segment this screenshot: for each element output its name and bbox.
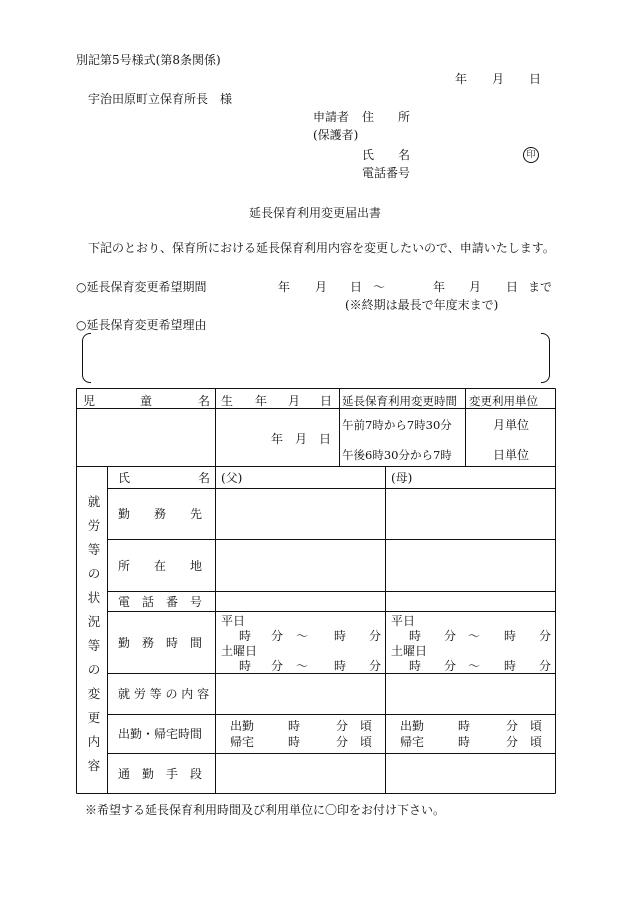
father-saturday-min1: 分 <box>271 659 284 673</box>
birth-header-1: 生 <box>221 394 234 408</box>
footer-note: ※希望する延長保育利用時間及び利用単位に〇印をお付け下さい。 <box>85 803 446 817</box>
father-depart-min: 分 <box>336 719 349 733</box>
mother-depart-label: 出勤 <box>400 719 425 733</box>
mother-weekday-min1: 分 <box>444 629 457 643</box>
document-title: 延長保育利用変更届出書 <box>248 206 381 220</box>
mother-saturday-hour1: 時 <box>409 659 422 673</box>
child-header-1: 児 <box>83 394 96 408</box>
date-month: 月 <box>492 72 505 86</box>
period-start-year: 年 <box>278 280 291 294</box>
period-start-day: 日 <box>350 280 363 294</box>
intro-text: 下記のとおり、保育所における延長保育利用内容を変更したいので、申請いたします。 <box>88 241 555 255</box>
birth-header-4: 日 <box>320 394 333 408</box>
date-day: 日 <box>529 72 542 86</box>
mother-weekday-min2: 分 <box>539 629 552 643</box>
period-label: ○延長保育変更希望期間 <box>76 280 207 294</box>
mother-saturday-hour2: 時 <box>504 659 517 673</box>
addressee: 宇治田原町立保育所長 様 <box>88 92 233 106</box>
row-name-label-1: 氏 <box>118 471 131 485</box>
mother-depart-min: 分 <box>506 719 519 733</box>
birth-header-3: 月 <box>288 394 301 408</box>
mother-depart-approx: 頃 <box>530 719 543 733</box>
date-year: 年 <box>455 72 468 86</box>
father-saturday-min2: 分 <box>369 659 382 673</box>
father-saturday-label: 土曜日 <box>221 644 258 658</box>
address-label: 住 所 <box>362 110 411 124</box>
name-label: 氏 名 <box>362 148 411 162</box>
period-note: (※終期は最長で年度末まで) <box>345 298 499 312</box>
guardian-label: (保護者) <box>313 128 359 142</box>
father-saturday-hour1: 時 <box>239 659 252 673</box>
period-end-month: 月 <box>469 280 482 294</box>
mother-weekday-hour2: 時 <box>504 629 517 643</box>
mother-depart-hour: 時 <box>458 719 471 733</box>
father-weekday-label: 平日 <box>221 614 246 628</box>
father-return-approx: 頃 <box>360 735 373 749</box>
reason-label: ○延長保育変更希望理由 <box>76 318 207 332</box>
mother-label: (母) <box>391 471 413 485</box>
father-weekday-hour2: 時 <box>334 629 347 643</box>
unit-option-daily[interactable]: 日単位 <box>493 448 530 462</box>
mother-saturday-tilde: ～ <box>468 659 481 673</box>
father-depart-hour: 時 <box>288 719 301 733</box>
row-name-label-2: 名 <box>198 471 211 485</box>
time-header: 延長保育利用変更時間 <box>342 394 457 408</box>
seal-mark: 印 <box>523 147 539 163</box>
reason-bracket-left <box>82 333 91 383</box>
form-number: 別記第5号様式(第8条関係) <box>76 53 221 67</box>
period-start-month: 月 <box>315 280 328 294</box>
father-return-label: 帰宅 <box>230 735 255 749</box>
child-header-2: 童 <box>140 394 153 408</box>
phone-row-label: 電 話 番 号 <box>118 595 203 609</box>
father-saturday-tilde: ～ <box>296 659 309 673</box>
reason-bracket-right <box>541 333 550 383</box>
father-saturday-hour2: 時 <box>334 659 347 673</box>
mother-weekday-tilde: ～ <box>468 629 481 643</box>
mother-saturday-min2: 分 <box>539 659 552 673</box>
period-until: まで <box>528 280 553 294</box>
birth-date-placeholder[interactable]: 年 月 日 <box>271 432 332 446</box>
father-weekday-min2: 分 <box>369 629 382 643</box>
mother-return-hour: 時 <box>458 735 471 749</box>
phone-label: 電話番号 <box>362 166 411 180</box>
father-weekday-tilde: ～ <box>296 629 309 643</box>
time-option-evening[interactable]: 午後6時30分から7時 <box>342 448 452 462</box>
work-hours-label: 勤 務 時 間 <box>118 636 203 650</box>
father-weekday-hour1: 時 <box>239 629 252 643</box>
unit-header: 変更利用単位 <box>469 394 538 408</box>
commute-method-label: 通 勤 手 段 <box>118 767 203 781</box>
mother-saturday-label: 土曜日 <box>391 644 428 658</box>
mother-saturday-min1: 分 <box>444 659 457 673</box>
period-tilde: ～ <box>373 280 386 294</box>
birth-header-2: 年 <box>255 394 268 408</box>
father-return-min: 分 <box>336 735 349 749</box>
mother-return-label: 帰宅 <box>400 735 425 749</box>
father-depart-label: 出勤 <box>230 719 255 733</box>
applicant-role: 申請者 <box>313 110 350 124</box>
location-label: 所 在 地 <box>118 559 203 573</box>
father-label: (父) <box>221 471 243 485</box>
father-return-hour: 時 <box>288 735 301 749</box>
mother-return-min: 分 <box>506 735 519 749</box>
mother-weekday-hour1: 時 <box>409 629 422 643</box>
section-label-vertical: 就 労 等 の 状 況 等 の 変 更 内 容 <box>87 494 101 773</box>
job-content-label: 就 労 等 の 内 容 <box>118 687 210 701</box>
period-end-day: 日 <box>506 280 519 294</box>
mother-weekday-label: 平日 <box>391 614 416 628</box>
child-header-3: 名 <box>198 394 211 408</box>
father-depart-approx: 頃 <box>360 719 373 733</box>
period-end-year: 年 <box>433 280 446 294</box>
time-option-morning[interactable]: 午前7時から7時30分 <box>342 418 452 432</box>
workplace-label: 勤 務 先 <box>118 507 203 521</box>
commute-time-label: 出勤・帰宅時間 <box>118 727 203 741</box>
father-weekday-min1: 分 <box>271 629 284 643</box>
mother-return-approx: 頃 <box>530 735 543 749</box>
unit-option-monthly[interactable]: 月単位 <box>493 418 530 432</box>
